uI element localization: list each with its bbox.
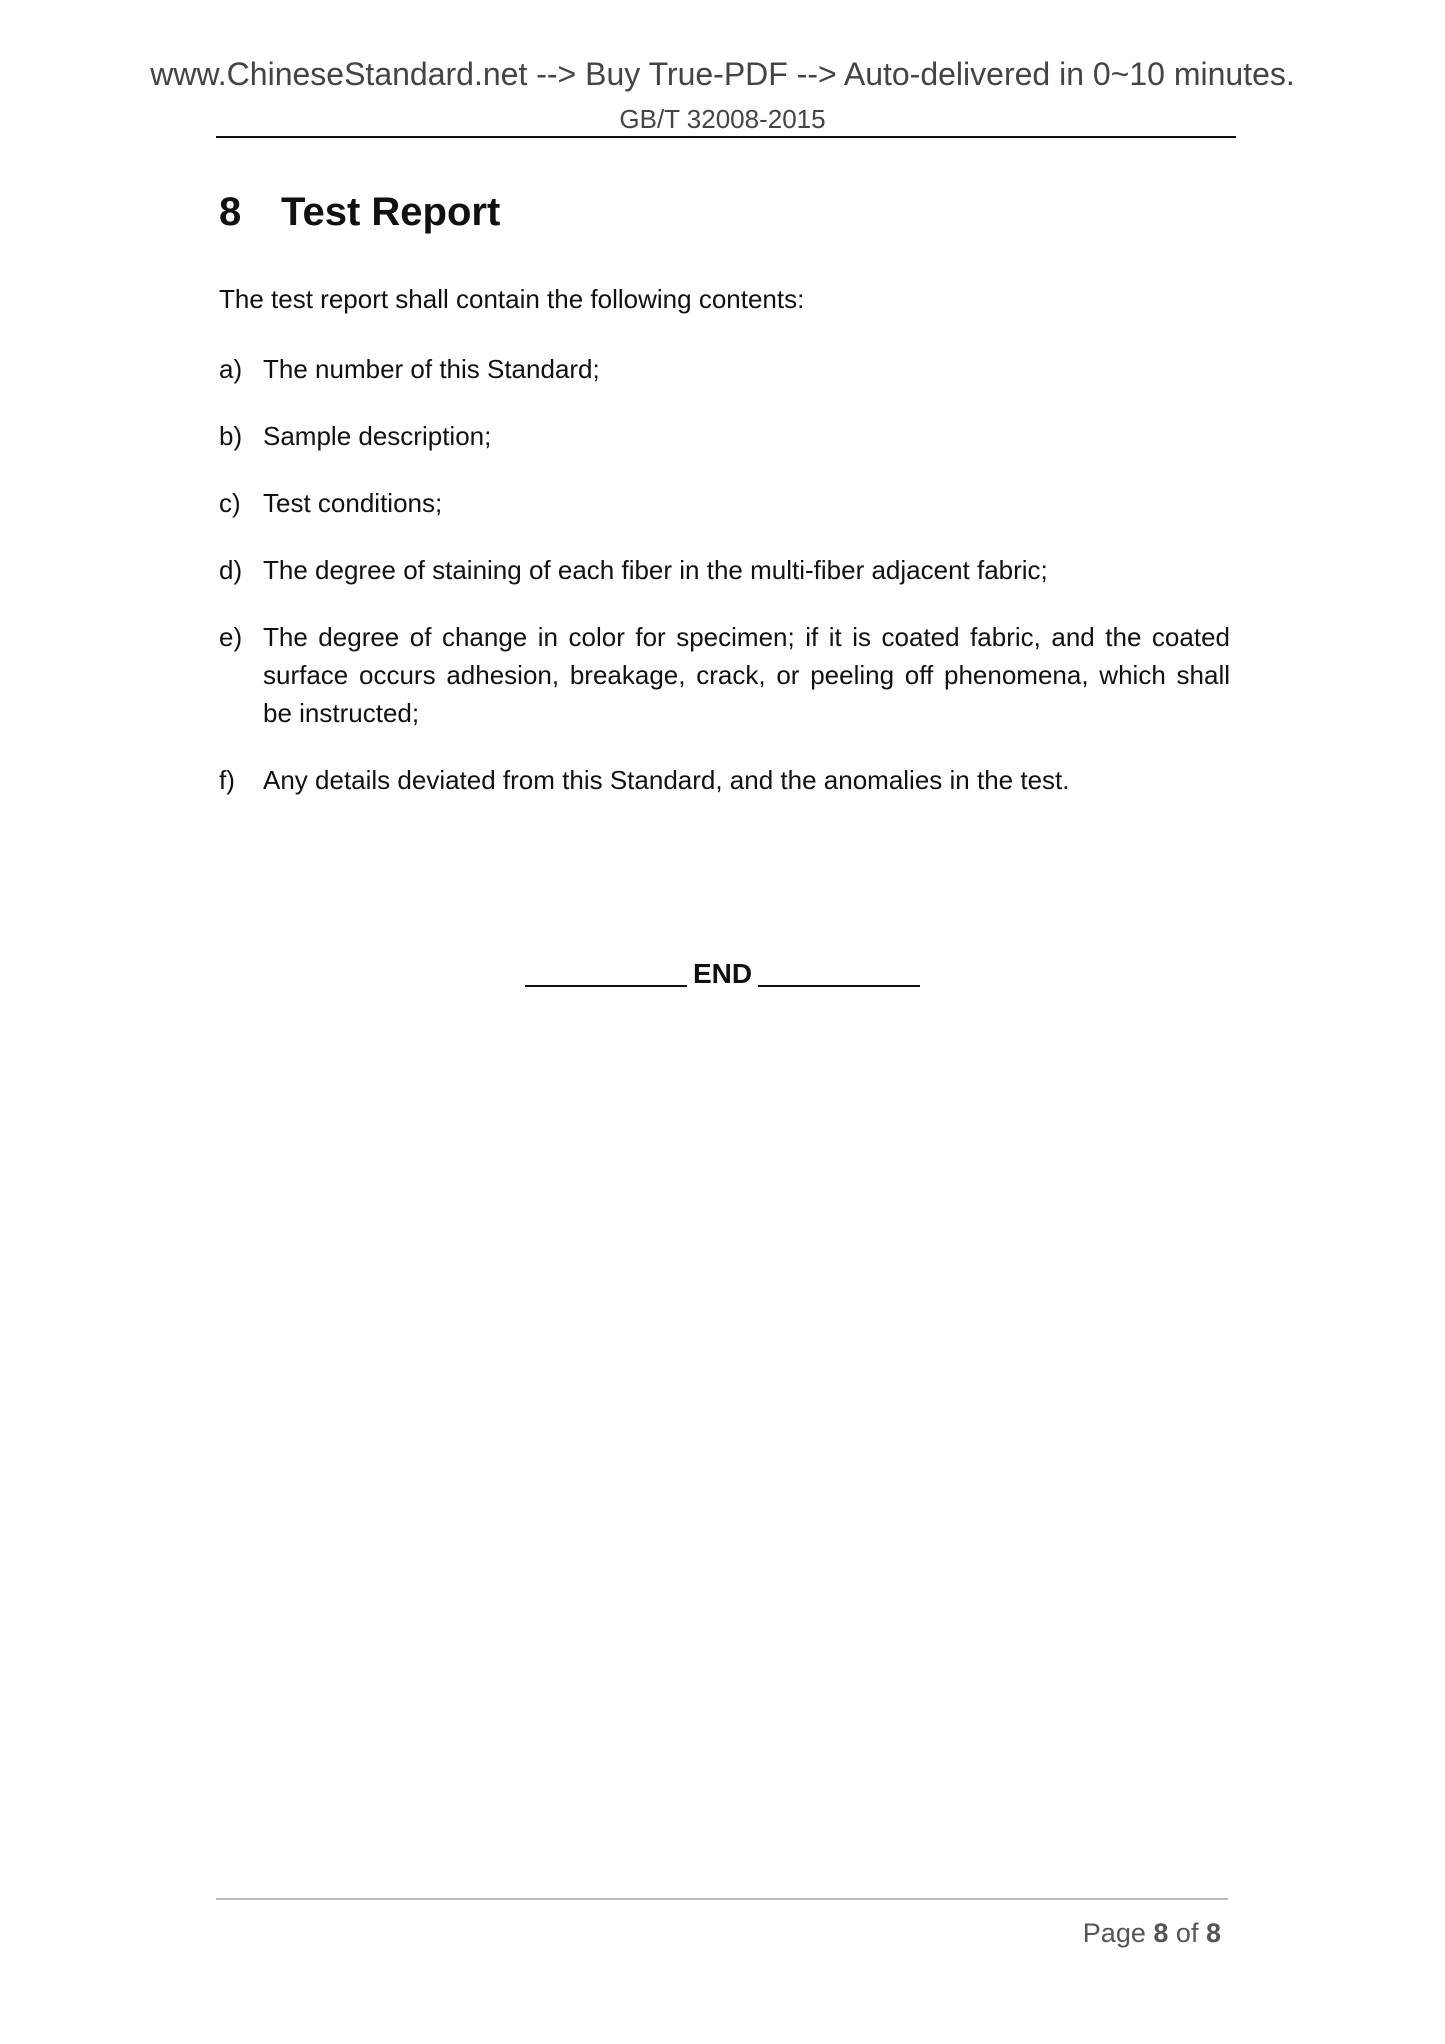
section-number: 8 [219,190,242,234]
standard-code: GB/T 32008-2015 [619,104,826,134]
list-marker: b) [219,421,243,451]
list-marker: c) [219,488,241,518]
page-of: of [1175,1918,1199,1948]
page-current: 8 [1153,1918,1169,1948]
end-rule-left [525,985,687,987]
end-rule-right [758,985,920,987]
page-total: 8 [1205,1918,1221,1948]
section-heading [219,190,500,235]
list-marker: a) [219,354,243,384]
list-item [219,761,1230,799]
header-banner: www.ChineseStandard.net --> Buy True-PDF --> Auto-delivered in 0~10 minutes. [150,56,1295,92]
end-marker [0,958,1445,990]
list-text: The number of this Standard; [263,354,600,384]
end-label: END [692,958,753,989]
list-marker: e) [219,622,243,652]
list-item [219,484,1230,522]
list-marker: d) [219,555,243,585]
footer-divider [216,1898,1228,1900]
list-item [219,350,1230,388]
list-text: Test conditions; [263,488,443,518]
list-text: The degree of change in color for specimen; if it is coated fabric, and the coated surface occurs adhesion, breakage, crack, or peeling off phenomena, which shall be instructed; [263,622,1230,728]
list-text: Any details deviated from this Standard, and the anomalies in the test. [263,765,1070,795]
list-marker: f) [219,765,235,795]
list-item [219,417,1230,455]
list-text: The degree of staining of each fiber in the multi-fiber adjacent fabric; [263,555,1048,585]
section-intro: The test report shall contain the following contents: [219,284,805,314]
page-prefix: Page [1082,1918,1146,1948]
page-number [1083,1918,1221,1949]
list-item [219,618,1230,732]
list-text: Sample description; [263,421,492,451]
section-title: Test Report [281,190,501,234]
header-divider [216,136,1236,138]
list-item [219,551,1230,589]
